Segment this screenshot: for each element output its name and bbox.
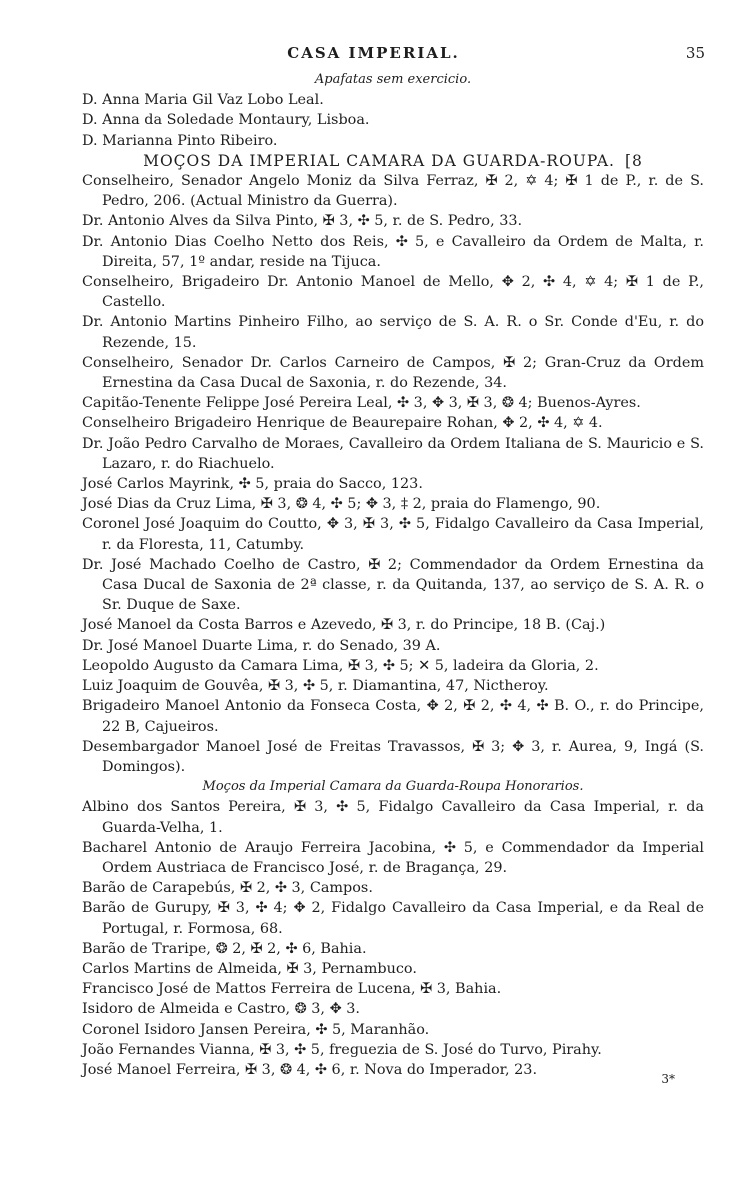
member-entry: Brigadeiro Manoel Antonio da Fonseca Costa, ✥ 2, ✠ 2, ✣ 4, ✣ B. O., r. do Principe, 22 B, Cajueiros. (82, 698, 704, 735)
member-entry: Dr. Antonio Alves da Silva Pinto, ✠ 3, ✣ 5, r. de S. Pedro, 33. (82, 213, 523, 230)
honorary-entry: Carlos Martins de Almeida, ✠ 3, Pernambuco. (82, 960, 417, 977)
member-entry: Dr. Antonio Dias Coelho Netto dos Reis, ✣ 5, e Cavalleiro da Ordem de Malta, r. Direita, 57, 1º andar, reside na Tijuca. (82, 233, 704, 270)
honorary-entry: Barão de Carapebús, ✠ 2, ✣ 3, Campos. (82, 880, 373, 897)
member-entry: Conselheiro, Senador Dr. Carlos Carneiro de Campos, ✠ 2; Gran-Cruz da Ordem Ernestina da Casa Ducal de Saxonia, r. do Rezende, 34. (82, 354, 704, 392)
page-content (82, 70, 704, 1080)
member-entry: Dr. João Pedro Carvalho de Moraes, Cavalleiro da Ordem Italiana de S. Mauricio e S. Lazaro, r. do Riachuelo. (82, 435, 704, 472)
page-title: CASA IMPERIAL. (287, 44, 460, 62)
subtitle: Apafatas sem exercicio. (314, 72, 472, 87)
honorary-entry: Albino dos Santos Pereira, ✠ 3, ✣ 5, Fidalgo Cavalleiro da Casa Imperial, r. da Guarda-Velha, 1. (82, 799, 704, 836)
ladies-list (82, 90, 704, 151)
section-ref: [8 (624, 151, 643, 170)
member-entry: José Dias da Cruz Lima, ✠ 3, ❂ 4, ✣ 5; ✥ 3, ‡ 2, praia do Flamengo, 90. (82, 496, 601, 513)
honorary-entry: Bacharel Antonio de Araujo Ferreira Jacobina, ✣ 5, e Commendador da Imperial Ordem Austriaca de Francisco José, r. de Bragança, 29. (82, 839, 704, 876)
member-entry: Coronel José Joaquim do Coutto, ✥ 3, ✠ 3, ✣ 5, Fidalgo Cavalleiro da Casa Imperial, r. da Floresta, 11, Catumby. (82, 516, 704, 553)
member-entry: Dr. José Manoel Duarte Lima, r. do Senado, 39 A. (82, 637, 441, 654)
honorary-list (82, 797, 704, 1080)
honorary-entry: Barão de Gurupy, ✠ 3, ✣ 4; ✥ 2, Fidalgo Cavalleiro da Casa Imperial, e da Real de Portugal, r. Formosa, 68. (82, 900, 704, 937)
honorary-heading: Moços da Imperial Camara da Guarda-Roupa Honorarios. (202, 779, 584, 795)
page-number: 35 (685, 44, 705, 62)
member-entry: Conselheiro, Brigadeiro Dr. Antonio Manoel de Mello, ✥ 2, ✣ 4, ✡ 4; ✠ 1 de P., Castello. (82, 274, 704, 311)
lady-entry: D. Anna da Soledade Montaury, Lisboa. (82, 112, 370, 129)
honorary-entry: Francisco José de Mattos Ferreira de Lucena, ✠ 3, Bahia. (82, 981, 502, 998)
honorary-entry: Isidoro de Almeida e Castro, ❂ 3, ✥ 3. (82, 1001, 360, 1018)
section-heading (82, 151, 704, 171)
member-entry: José Carlos Mayrink, ✣ 5, praia do Sacco, 123. (82, 476, 423, 493)
entries-list (82, 171, 704, 777)
honorary-entry: Barão de Traripe, ❂ 2, ✠ 2, ✣ 6, Bahia. (82, 940, 367, 957)
lady-entry: D. Anna Maria Gil Vaz Lobo Leal. (82, 92, 324, 109)
honorary-entry: João Fernandes Vianna, ✠ 3, ✣ 5, freguezia de S. José do Turvo, Pirahy. (82, 1041, 602, 1058)
member-entry: Dr. José Machado Coelho de Castro, ✠ 2; Commendador da Ordem Ernestina da Casa Ducal de Saxonia de 2ª classe, r. da Quitanda, 137, ao serviço de S. A. R. o Sr. Duque de Saxe. (82, 556, 704, 614)
member-entry: Conselheiro, Senador Angelo Moniz da Silva Ferraz, ✠ 2, ✡ 4; ✠ 1 de P., r. de S. Pedro, 206. (Actual Ministro da Guerra). (82, 173, 704, 210)
member-entry: Luiz Joaquim de Gouvêa, ✠ 3, ✣ 5, r. Diamantina, 47, Nictheroy. (82, 678, 549, 695)
honorary-entry: Coronel Isidoro Jansen Pereira, ✣ 5, Maranhão. (82, 1021, 430, 1038)
member-entry: José Manoel da Costa Barros e Azevedo, ✠ 3, r. do Principe, 18 B. (Caj.) (82, 617, 606, 634)
running-head (0, 44, 747, 66)
section-title: MOÇOS DA IMPERIAL CAMARA DA GUARDA-ROUPA. (143, 151, 615, 170)
member-entry: Dr. Antonio Martins Pinheiro Filho, ao serviço de S. A. R. o Sr. Conde d'Eu, r. do Rezende, 15. (82, 314, 704, 351)
signature-mark: 3* (661, 1072, 675, 1086)
member-entry: Desembargador Manoel José de Freitas Travassos, ✠ 3; ✥ 3, r. Aurea, 9, Ingá (S. Domingos). (82, 738, 704, 775)
member-entry: Capitão-Tenente Felippe José Pereira Leal, ✣ 3, ✥ 3, ✠ 3, ❂ 4; Buenos-Ayres. (82, 395, 641, 412)
member-entry: Leopoldo Augusto da Camara Lima, ✠ 3, ✣ 5; ✕ 5, ladeira da Gloria, 2. (82, 657, 599, 674)
member-entry: Conselheiro Brigadeiro Henrique de Beaurepaire Rohan, ✥ 2, ✣ 4, ✡ 4. (82, 415, 603, 432)
lady-entry: D. Marianna Pinto Ribeiro. (82, 132, 278, 149)
honorary-entry: José Manoel Ferreira, ✠ 3, ❂ 4, ✣ 6, r. Nova do Imperador, 23. (82, 1061, 538, 1078)
